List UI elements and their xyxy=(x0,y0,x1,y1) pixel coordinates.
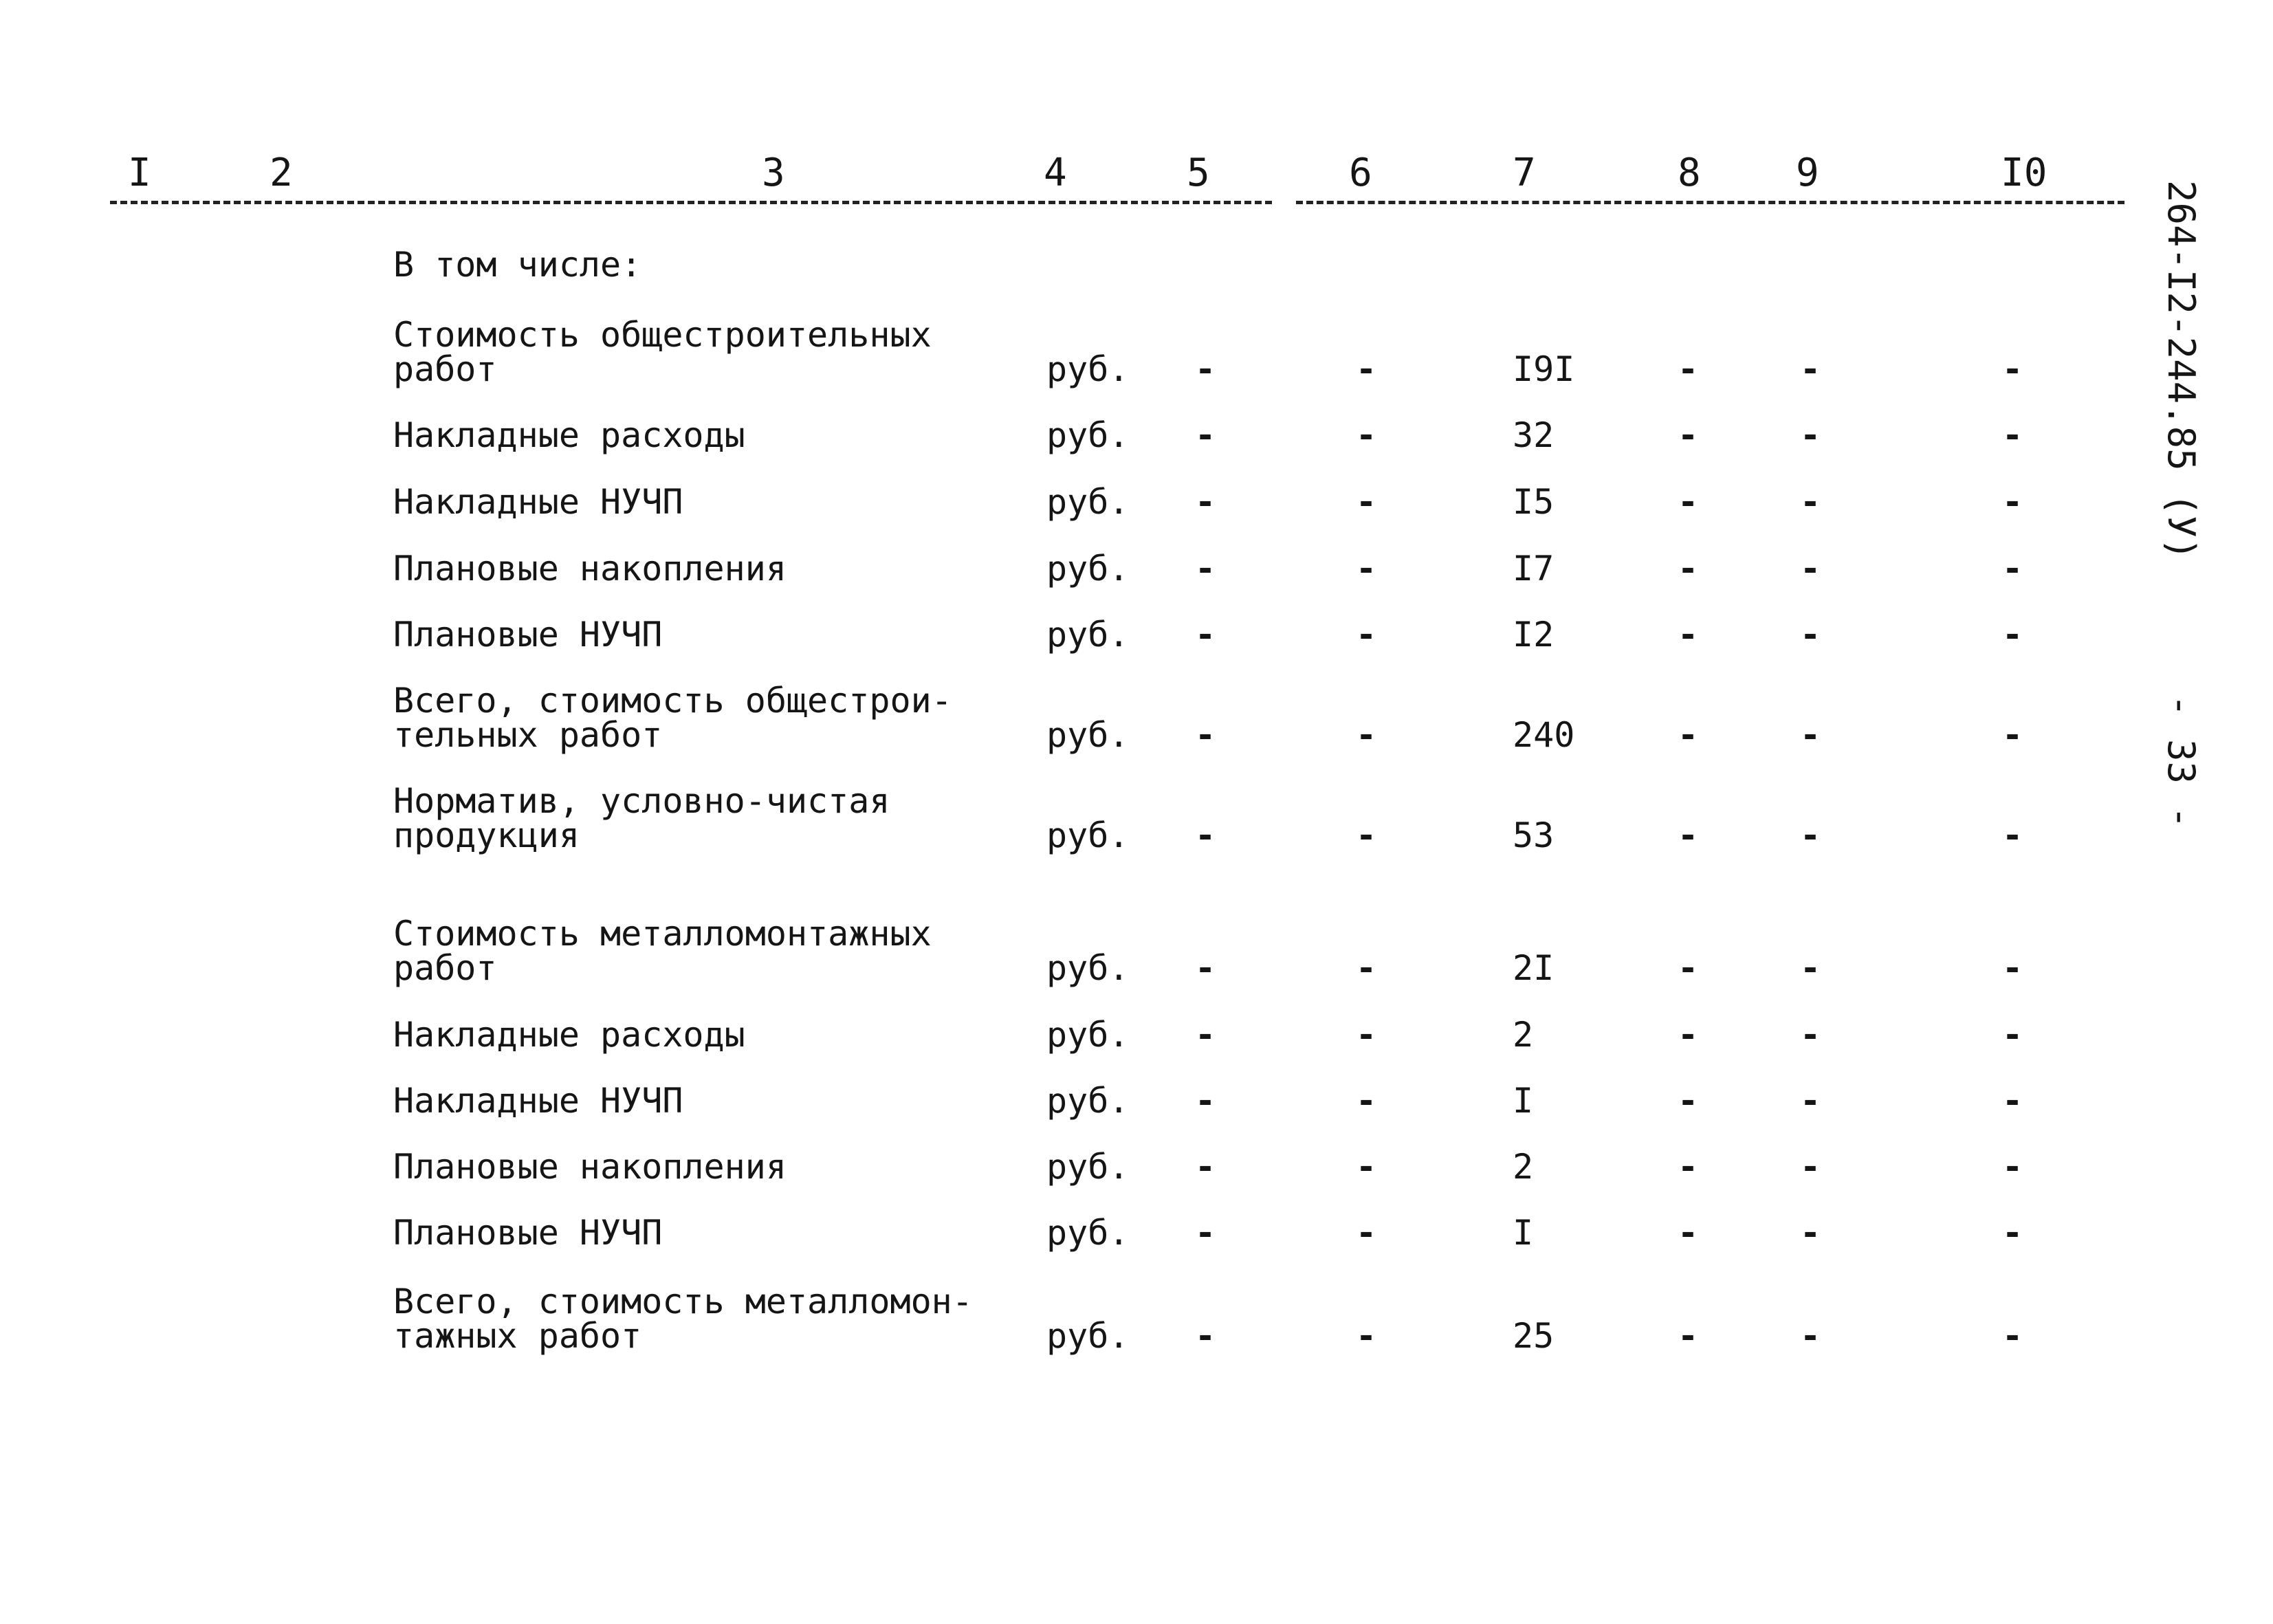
row-label xyxy=(393,315,1012,389)
intro-row xyxy=(0,245,2273,289)
table-row xyxy=(0,315,2273,389)
row-col7: I xyxy=(1513,1081,1534,1121)
row-col10: - xyxy=(2002,549,2023,589)
row-col7: 240 xyxy=(1513,715,1575,755)
row-label: Плановые НУЧП xyxy=(393,615,663,655)
row-col8: - xyxy=(1678,349,1699,389)
row-col6: - xyxy=(1356,1015,1377,1055)
row-col9: - xyxy=(1800,482,1821,522)
row-unit: руб. xyxy=(1046,415,1130,455)
column-number-10: I0 xyxy=(2001,151,2047,195)
row-col5: - xyxy=(1195,815,1216,855)
column-number-2: 2 xyxy=(270,151,293,195)
row-unit: руб. xyxy=(1046,948,1130,988)
row-col5: - xyxy=(1195,1015,1216,1055)
row-col7: 2I xyxy=(1513,948,1555,988)
table-row xyxy=(0,482,2273,526)
row-col7: I xyxy=(1513,1213,1534,1253)
row-col8: - xyxy=(1678,1015,1699,1055)
row-col9: - xyxy=(1800,1316,1821,1356)
row-col8: - xyxy=(1678,1081,1699,1121)
row-col7: I7 xyxy=(1513,549,1555,589)
row-col9: - xyxy=(1800,549,1821,589)
row-col9: - xyxy=(1800,1081,1821,1121)
row-col10: - xyxy=(2002,415,2023,455)
row-col9: - xyxy=(1800,815,1821,855)
row-col5: - xyxy=(1195,549,1216,589)
table-row xyxy=(0,681,2273,755)
row-unit: руб. xyxy=(1046,1316,1130,1356)
row-col7: 32 xyxy=(1513,415,1555,455)
row-unit: руб. xyxy=(1046,549,1130,589)
row-col9: - xyxy=(1800,1147,1821,1187)
row-unit: руб. xyxy=(1046,1081,1130,1121)
row-col8: - xyxy=(1678,1213,1699,1253)
row-col5: - xyxy=(1195,1081,1216,1121)
row-label: Плановые НУЧП xyxy=(393,1213,663,1253)
row-col8: - xyxy=(1678,415,1699,455)
row-label xyxy=(393,781,1012,855)
row-col6: - xyxy=(1356,815,1377,855)
row-label: Плановые накопления xyxy=(393,549,787,589)
column-number-1: I xyxy=(128,151,151,195)
row-label-line1: Всего, стоимость общестрои- xyxy=(393,681,952,721)
row-col6: - xyxy=(1356,549,1377,589)
row-col10: - xyxy=(2002,1316,2023,1356)
row-label-line1: Стоимость общестроительных xyxy=(393,315,932,355)
row-label: Накладные НУЧП xyxy=(393,1081,683,1121)
row-col10: - xyxy=(2002,1147,2023,1187)
row-unit: руб. xyxy=(1046,1213,1130,1253)
row-col5: - xyxy=(1195,482,1216,522)
row-col10: - xyxy=(2002,1015,2023,1055)
row-label xyxy=(393,1282,1012,1356)
row-label-line2: работ xyxy=(393,349,497,389)
row-col10: - xyxy=(2002,815,2023,855)
row-col5: - xyxy=(1195,1213,1216,1253)
row-col8: - xyxy=(1678,815,1699,855)
row-col10: - xyxy=(2002,1213,2023,1253)
row-col6: - xyxy=(1356,1316,1377,1356)
row-col6: - xyxy=(1356,715,1377,755)
row-label xyxy=(393,914,1012,988)
row-col6: - xyxy=(1356,1081,1377,1121)
row-col10: - xyxy=(2002,715,2023,755)
column-number-5: 5 xyxy=(1187,151,1210,195)
row-col8: - xyxy=(1678,715,1699,755)
row-col8: - xyxy=(1678,549,1699,589)
row-label-line2: тажных работ xyxy=(393,1316,642,1356)
row-unit: руб. xyxy=(1046,1015,1130,1055)
table-row xyxy=(0,781,2273,855)
row-label: Накладные НУЧП xyxy=(393,482,683,522)
row-col8: - xyxy=(1678,948,1699,988)
row-col8: - xyxy=(1678,1316,1699,1356)
row-col6: - xyxy=(1356,415,1377,455)
row-col6: - xyxy=(1356,349,1377,389)
row-unit: руб. xyxy=(1046,615,1130,655)
row-col9: - xyxy=(1800,1015,1821,1055)
column-number-7: 7 xyxy=(1513,151,1536,195)
row-col7: 2 xyxy=(1513,1015,1534,1055)
table-row xyxy=(0,1282,2273,1356)
row-col10: - xyxy=(2002,615,2023,655)
row-col6: - xyxy=(1356,1147,1377,1187)
row-col8: - xyxy=(1678,1147,1699,1187)
row-label-line1: Норматив, условно-чистая xyxy=(393,781,890,821)
header-rule-left xyxy=(110,201,1272,204)
row-col6: - xyxy=(1356,482,1377,522)
row-col9: - xyxy=(1800,715,1821,755)
row-label-line2: продукция xyxy=(393,815,580,855)
page-number: - 33 - xyxy=(2160,694,2203,829)
row-col7: 53 xyxy=(1513,815,1555,855)
table-row xyxy=(0,1213,2273,1257)
row-col9: - xyxy=(1800,615,1821,655)
row-col7: I2 xyxy=(1513,615,1555,655)
row-col6: - xyxy=(1356,615,1377,655)
column-number-4: 4 xyxy=(1044,151,1067,195)
row-unit: руб. xyxy=(1046,715,1130,755)
row-label-line1: Стоимость металломонтажных xyxy=(393,914,932,954)
row-label: Накладные расходы xyxy=(393,1015,745,1055)
row-col8: - xyxy=(1678,482,1699,522)
row-label-line1: Всего, стоимость металломон- xyxy=(393,1282,973,1321)
table-row xyxy=(0,1147,2273,1191)
row-label-line2: тельных работ xyxy=(393,715,663,755)
row-col5: - xyxy=(1195,1147,1216,1187)
document-code: 264-I2-244.85 (У) xyxy=(2160,180,2203,560)
table-row xyxy=(0,1081,2273,1125)
row-col9: - xyxy=(1800,415,1821,455)
row-unit: руб. xyxy=(1046,815,1130,855)
row-label-line2: работ xyxy=(393,948,497,988)
row-col5: - xyxy=(1195,715,1216,755)
row-col10: - xyxy=(2002,948,2023,988)
row-col5: - xyxy=(1195,948,1216,988)
header-rule-right xyxy=(1296,201,2124,204)
row-label: Плановые накопления xyxy=(393,1147,787,1187)
row-col6: - xyxy=(1356,1213,1377,1253)
row-col7: 2 xyxy=(1513,1147,1534,1187)
column-number-9: 9 xyxy=(1796,151,1819,195)
table-row xyxy=(0,617,2273,659)
row-col9: - xyxy=(1800,948,1821,988)
row-col7: I5 xyxy=(1513,482,1555,522)
intro-text: В том числе: xyxy=(393,245,642,285)
table-row xyxy=(0,1015,2273,1059)
row-col10: - xyxy=(2002,1081,2023,1121)
row-col10: - xyxy=(2002,349,2023,389)
row-col5: - xyxy=(1195,615,1216,655)
row-col5: - xyxy=(1195,415,1216,455)
row-col9: - xyxy=(1800,1213,1821,1253)
row-unit: руб. xyxy=(1046,349,1130,389)
column-number-8: 8 xyxy=(1678,151,1701,195)
row-col9: - xyxy=(1800,349,1821,389)
row-col7: I9I xyxy=(1513,349,1575,389)
row-col10: - xyxy=(2002,482,2023,522)
row-col6: - xyxy=(1356,948,1377,988)
row-col7: 25 xyxy=(1513,1316,1555,1356)
table-row xyxy=(0,914,2273,988)
column-number-3: 3 xyxy=(762,151,785,195)
row-col5: - xyxy=(1195,349,1216,389)
table-row xyxy=(0,415,2273,459)
row-unit: руб. xyxy=(1046,482,1130,522)
row-label: Накладные расходы xyxy=(393,415,745,455)
row-label xyxy=(393,681,1012,755)
table-row xyxy=(0,551,2273,593)
column-number-6: 6 xyxy=(1349,151,1372,195)
row-col5: - xyxy=(1195,1316,1216,1356)
row-col8: - xyxy=(1678,615,1699,655)
row-unit: руб. xyxy=(1046,1147,1130,1187)
